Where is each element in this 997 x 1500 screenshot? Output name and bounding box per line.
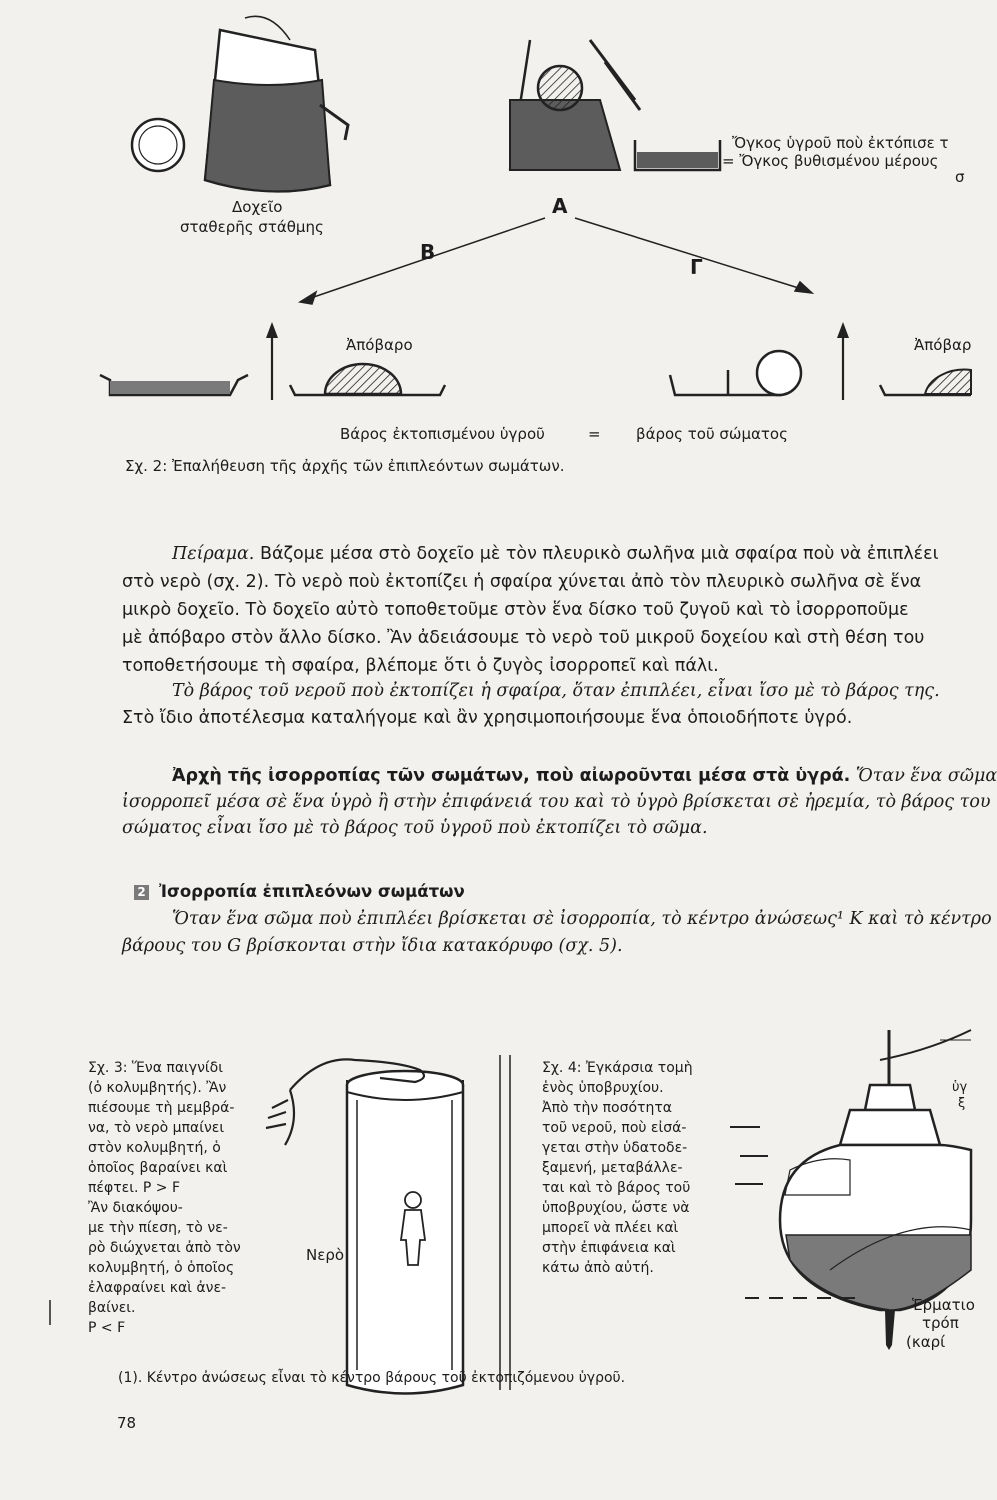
tare-right-label: Ἀπόβαρ xyxy=(914,336,972,354)
fig4-line: ἑνὸς ὑποβρυχίου. xyxy=(542,1080,664,1096)
fig3-line: P < F xyxy=(88,1320,126,1336)
principle-title: Ἀρχὴ τῆς ἰσορροπίας τῶν σωμάτων, ποὺ αἰωροῦνται μέσα στὰ ὑγρά. xyxy=(172,766,851,786)
experiment-line-4: μὲ ἀπόβαρο στὸν ἄλλο δίσκο. Ἂν ἀδειάσουμε τὸ νερὸ τοῦ μικροῦ δοχείου καὶ στὴ θέση του xyxy=(122,628,925,648)
section-line-2: βάρους του G βρίσκονται στὴν ἴδια κατακόρυφο (σχ. 5). xyxy=(122,936,623,956)
fig3-line: πιέσουμε τὴ μεμβρά- xyxy=(88,1100,235,1116)
fig4-line: κάτω ἀπὸ αὐτή. xyxy=(542,1260,654,1276)
fig3-line: (ὁ κολυμβητής). Ἂν xyxy=(88,1080,227,1096)
fig3-line: Ἂν διακόψου- xyxy=(88,1200,183,1216)
volume-label-2: = Ὄγκος βυθισμένου μέρους xyxy=(722,152,939,170)
fig4-line: τοῦ νεροῦ, ποὺ εἰσά- xyxy=(542,1120,687,1136)
experiment-line-1-text: Βάζομε μέσα στὸ δοχεῖο μὲ τὸν πλευρικὸ σωλῆνα μιὰ σφαίρα ποὺ νὰ ἐπιπλέει xyxy=(254,544,939,564)
edge-label-1: ὑγ xyxy=(952,1080,968,1095)
figure-4-caption xyxy=(542,1058,722,1278)
experiment-line-7: Στὸ ἴδιο ἀποτέλεσμα καταλήγομε καὶ ἂν χρησιμοποιήσουμε ἕνα ὁποιοδήποτε ὑγρό. xyxy=(122,708,853,728)
fig4-line: ὑποβρυχίου, ὥστε νὰ xyxy=(542,1200,690,1216)
volume-label-1: Ὄγκος ὑγροῦ ποὺ ἐκτόπισε τ xyxy=(732,134,949,152)
fig3-line: με τὴν πίεση, τὸ νε- xyxy=(88,1220,228,1236)
fig4-line: μπορεῖ νὰ πλέει καὶ xyxy=(542,1220,679,1236)
tare-left-label: Ἀπόβαρο xyxy=(346,336,413,354)
principle-line-1-text: Ὅταν ἕνα σῶμα xyxy=(850,766,997,786)
water-label: Νερὸ xyxy=(306,1246,345,1264)
edge-label-2: ξ xyxy=(958,1096,966,1111)
footnote: (1). Κέντρο ἀνώσεως εἶναι τὸ κέντρο βάρους τοῦ ἐκτοπιζόμενου ὑγροῦ. xyxy=(118,1370,626,1386)
fig4-line: Ἀπὸ τὴν ποσότητα xyxy=(542,1100,672,1116)
fig4-line: στὴν ἐπιφάνεια καὶ xyxy=(542,1240,676,1256)
section-line-1: Ὅταν ἕνα σῶμα ποὺ ἐπιπλέει βρίσκεται σὲ ἰσορροπία, τὸ κέντρο ἀνώσεως¹ Κ καὶ τὸ κέντρο xyxy=(172,909,992,929)
experiment-line-3: μικρὸ δοχεῖο. Τὸ δοχεῖο αὐτὸ τοποθετοῦμε στὸν ἕνα δίσκο τοῦ ζυγοῦ καὶ τὸ ἰσορροποῦμε xyxy=(122,600,909,620)
keel-label-3: (καρί xyxy=(906,1333,946,1351)
principle-line-3: σώματος εἶναι ἴσο μὲ τὸ βάρος τοῦ ὑγροῦ ποὺ ἐκτοπίζει τὸ σῶμα. xyxy=(122,818,708,838)
fig3-line: ἐλαφραίνει καὶ ἀνε- xyxy=(88,1280,227,1296)
label-a: Α xyxy=(552,194,568,218)
fig3-line: πέφτει. P > F xyxy=(88,1180,180,1196)
keel-label-2: τρόπ xyxy=(922,1314,959,1332)
fig3-line: να, τὸ νερὸ μπαίνει xyxy=(88,1120,225,1136)
experiment-lead: Πείραμα. xyxy=(172,544,255,564)
fig4-line: γεται στὴν ὑδατοδε- xyxy=(542,1140,688,1156)
fig4-line: Σχ. 4: Ἐγκάρσια τομὴ xyxy=(542,1060,693,1076)
volume-label-3: σ xyxy=(955,168,965,186)
principle-line-2: ἰσορροπεῖ μέσα σὲ ἕνα ὑγρὸ ἢ στὴν ἐπιφάνειά του καὶ τὸ ὑγρὸ βρίσκεται σὲ ἠρεμία, τὸ βάρος του xyxy=(122,792,991,812)
equation-right: βάρος τοῦ σώματος xyxy=(636,425,788,443)
figure-2-caption: Σχ. 2: Ἐπαλήθευση τῆς ἀρχῆς τῶν ἐπιπλεόντων σωμάτων. xyxy=(125,457,565,475)
keel-label-1: Ἑρματιο xyxy=(912,1296,975,1314)
section-title: Ἰσορροπία ἐπιπλεόνων σωμάτων xyxy=(159,882,465,901)
fig3-line: Σχ. 3: Ἕνα παιγνίδι xyxy=(88,1060,223,1076)
fig3-line: στὸν κολυμβητή, ὁ xyxy=(88,1140,221,1156)
container-label-2: σταθερῆς στάθμης xyxy=(180,218,324,236)
fig4-line: ξαμενή, μεταβάλλε- xyxy=(542,1160,683,1176)
container-label-1: Δοχεῖο xyxy=(232,198,283,216)
fig4-line: ται καὶ τὸ βάρος τοῦ xyxy=(542,1180,691,1196)
experiment-line-5: τοποθετήσουμε τὴ σφαίρα, βλέπομε ὅτι ὁ ζυγὸς ἰσορροπεῖ καὶ πάλι. xyxy=(122,656,719,676)
experiment-line-6: Τὸ βάρος τοῦ νεροῦ ποὺ ἐκτοπίζει ἡ σφαίρα, ὅταν ἐπιπλέει, εἶναι ἴσο μὲ τὸ βάρος της. xyxy=(172,681,940,701)
experiment-line-2: στὸ νερὸ (σχ. 2). Τὸ νερὸ ποὺ ἐκτοπίζει ἡ σφαίρα χύνεται ἀπὸ τὸν πλευρικὸ σωλῆνα σὲ ἕνα xyxy=(122,572,922,592)
equation-left: Βάρος ἐκτοπισμένου ὑγροῦ xyxy=(340,425,545,443)
fig3-line: κολυμβητή, ὁ ὁποῖος xyxy=(88,1260,235,1276)
fig3-line: βαίνει. xyxy=(88,1300,136,1316)
fig3-line: ὁποῖος βαραίνει καὶ xyxy=(88,1160,228,1176)
page-number: 78 xyxy=(117,1414,137,1432)
fig3-line: ρὸ διώχνεται ἀπὸ τὸν xyxy=(88,1240,241,1256)
label-b: Β xyxy=(420,240,436,264)
section-number: 2 xyxy=(134,885,149,900)
equation-equals: = xyxy=(588,425,601,443)
label-g: Γ xyxy=(690,255,703,279)
